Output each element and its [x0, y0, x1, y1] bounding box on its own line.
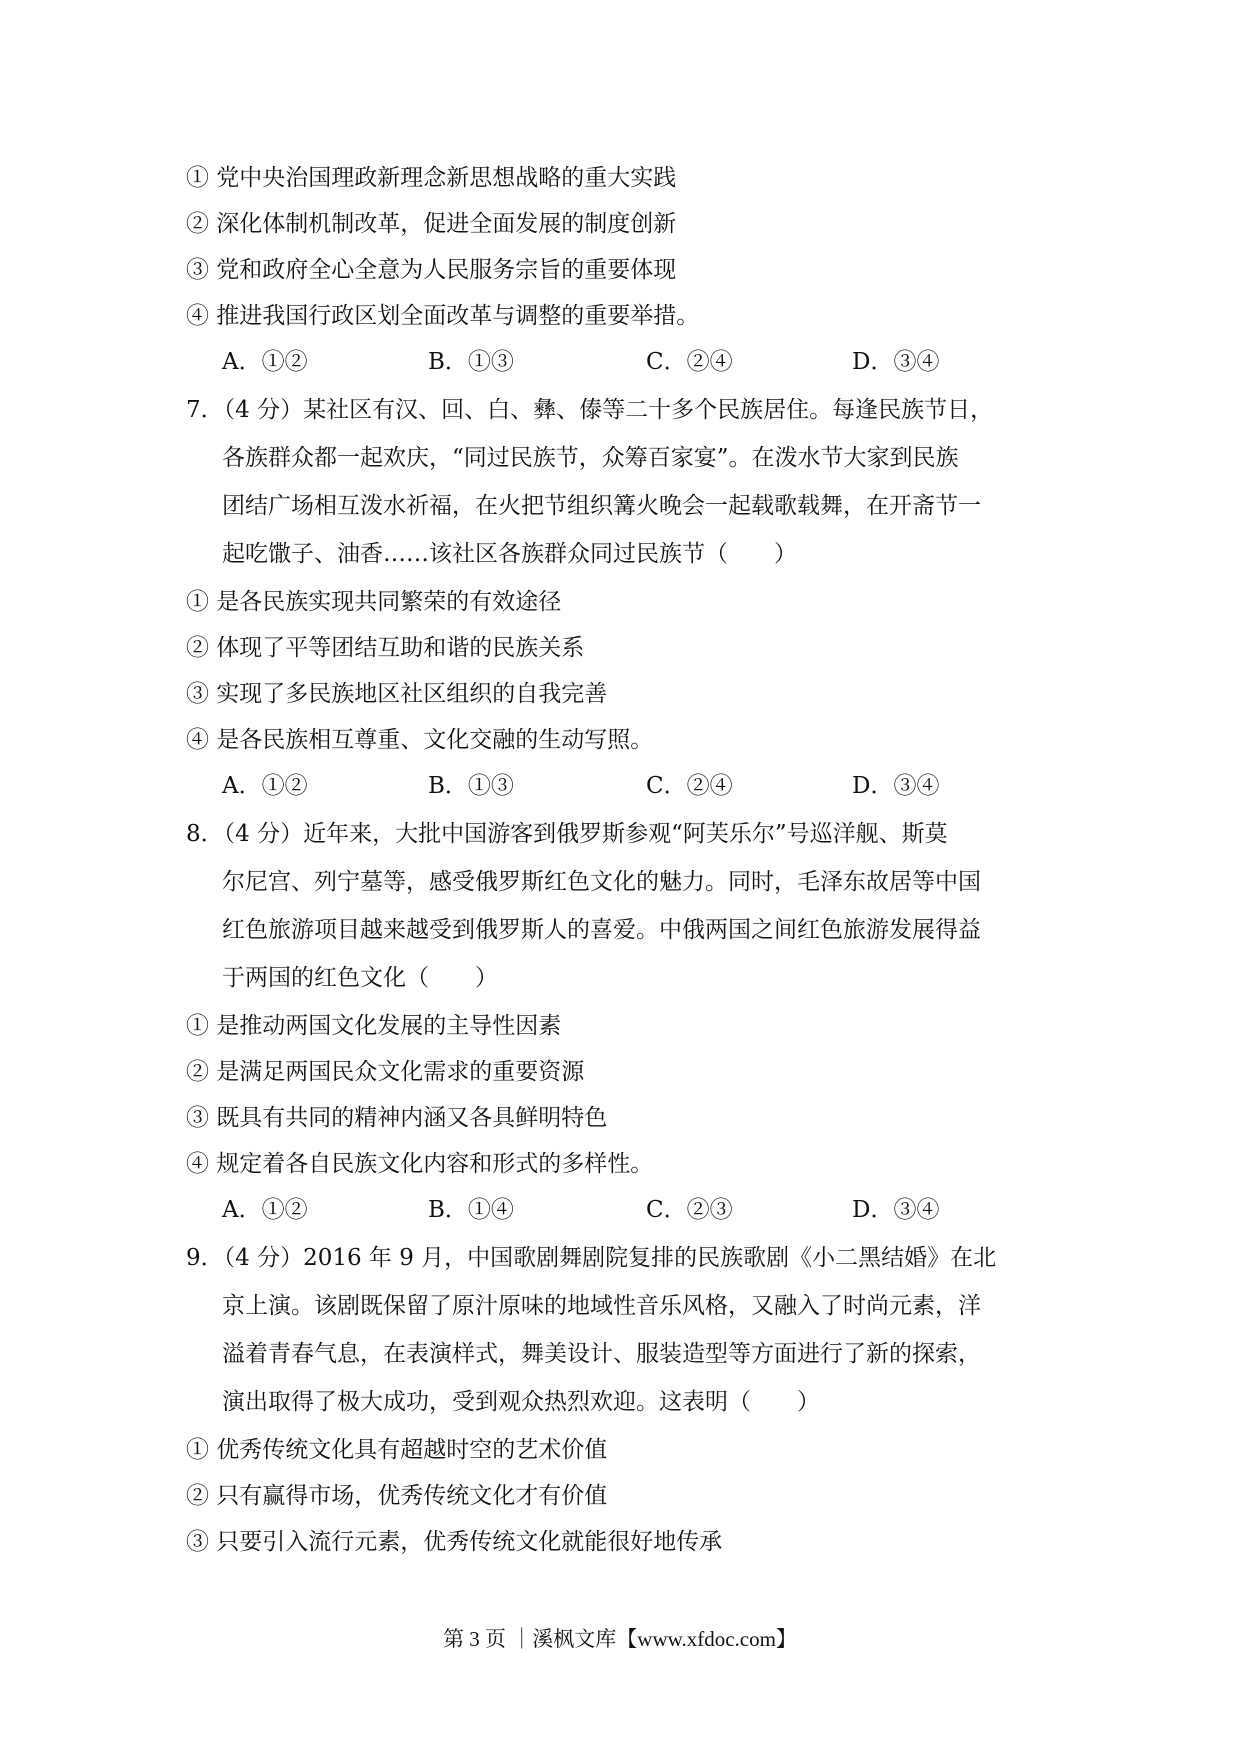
q7-option-b: B．①③ — [428, 773, 514, 799]
q7-statement-1: ① 是各民族实现共同繁荣的有效途径 — [186, 589, 562, 615]
q8-option-d: D．③④ — [852, 1197, 940, 1223]
q7-stem-line-1: 7．（4 分）某社区有汉、回、白、彝、傣等二十多个民族居住。每逢民族节日， — [186, 397, 994, 423]
q6-statement-3: ③ 党和政府全心全意为人民服务宗旨的重要体现 — [186, 257, 677, 283]
q8-statement-3: ③ 既具有共同的精神内涵又各具鲜明特色 — [186, 1105, 608, 1131]
q7-stem-line-2: 各族群众都一起欢庆，“同过民族节，众筹百家宴”。在泼水节大家到民族 — [222, 445, 959, 471]
q7-statement-2: ② 体现了平等团结互助和谐的民族关系 — [186, 635, 585, 661]
q8-stem-line-1: 8．（4 分）近年来，大批中国游客到俄罗斯参观“阿芙乐尔”号巡洋舰、斯莫 — [186, 821, 948, 847]
q7-stem-line-3: 团结广场相互泼水祈福，在火把节组织篝火晚会一起载歌载舞，在开斋节一 — [222, 493, 981, 519]
q8-option-c: C．②③ — [646, 1197, 733, 1223]
q6-statement-4: ④ 推进我国行政区划全面改革与调整的重要举措。 — [186, 303, 700, 329]
q6-option-c: C．②④ — [646, 349, 733, 375]
q9-statement-1: ① 优秀传统文化具有超越时空的艺术价值 — [186, 1437, 608, 1463]
q6-option-b: B．①③ — [428, 349, 514, 375]
q6-statement-1: ① 党中央治国理政新理念新思想战略的重大实践 — [186, 165, 677, 191]
q8-stem-line-2: 尔尼宫、列宁墓等，感受俄罗斯红色文化的魅力。同时，毛泽东故居等中国 — [222, 869, 981, 895]
q8-statement-1: ① 是推动两国文化发展的主导性因素 — [186, 1013, 562, 1039]
q9-statement-3: ③ 只要引入流行元素，优秀传统文化就能很好地传承 — [186, 1529, 723, 1555]
q7-option-a: A．①② — [222, 773, 308, 799]
q9-stem-line-2: 京上演。该剧既保留了原汁原味的地域性音乐风格，又融入了时尚元素，洋 — [222, 1293, 981, 1319]
q8-option-a: A．①② — [222, 1197, 308, 1223]
q9-stem-line-4: 演出取得了极大成功，受到观众热烈欢迎。这表明（ ） — [222, 1389, 820, 1415]
q9-statement-2: ② 只有赢得市场，优秀传统文化才有价值 — [186, 1483, 608, 1509]
q8-option-b: B．①④ — [428, 1197, 514, 1223]
q7-option-d: D．③④ — [852, 773, 940, 799]
q7-statement-3: ③ 实现了多民族地区社区组织的自我完善 — [186, 681, 608, 707]
q6-statement-2: ② 深化体制机制改革，促进全面发展的制度创新 — [186, 211, 677, 237]
q7-stem-line-4: 起吃馓子、油香……该社区各族群众同过民族节（ ） — [222, 541, 797, 567]
q9-stem-line-3: 溢着青春气息，在表演样式，舞美设计、服装造型等方面进行了新的探索， — [222, 1341, 981, 1367]
q8-stem-line-4: 于两国的红色文化（ ） — [222, 965, 498, 991]
q9-stem-line-1: 9．（4 分）2016 年 9 月，中国歌剧舞剧院复排的民族歌剧《小二黑结婚》在北 — [186, 1245, 997, 1271]
q7-statement-4: ④ 是各民族相互尊重、文化交融的生动写照。 — [186, 727, 654, 753]
q8-stem-line-3: 红色旅游项目越来越受到俄罗斯人的喜爱。中俄两国之间红色旅游发展得益 — [222, 917, 981, 943]
q6-option-d: D．③④ — [852, 349, 940, 375]
q7-option-c: C．②④ — [646, 773, 733, 799]
page-footer: 第 3 页 ｜溪枫文库【www.xfdoc.com】 — [443, 1627, 797, 1651]
q8-statement-2: ② 是满足两国民众文化需求的重要资源 — [186, 1059, 585, 1085]
q6-option-a: A．①② — [222, 349, 308, 375]
q8-statement-4: ④ 规定着各自民族文化内容和形式的多样性。 — [186, 1151, 654, 1177]
